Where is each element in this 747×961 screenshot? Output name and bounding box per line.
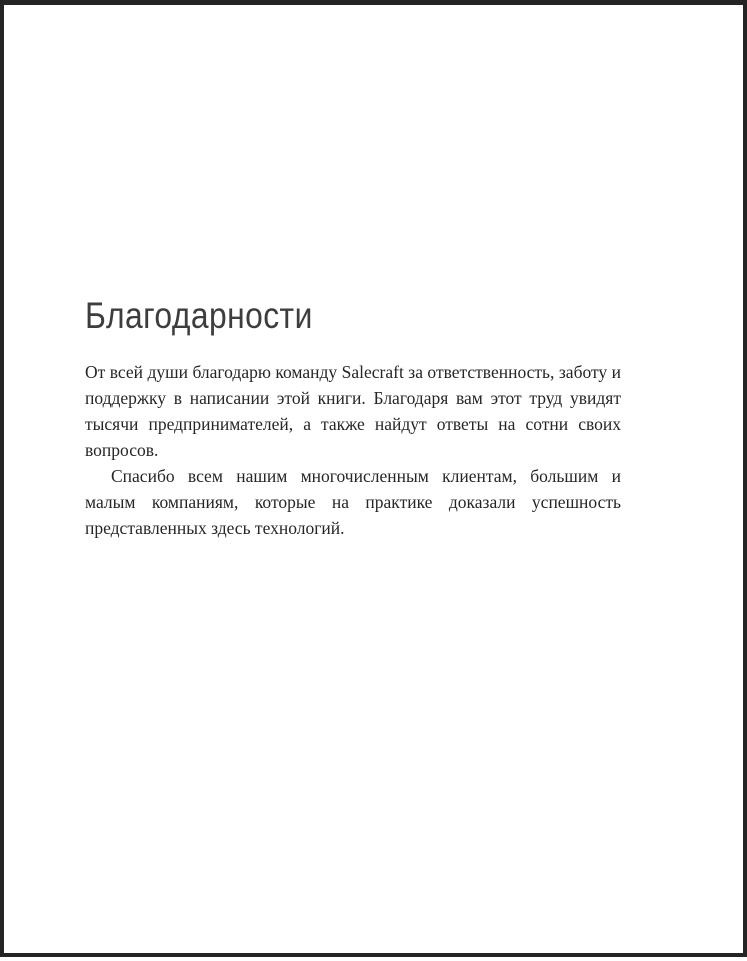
paragraph: Спасибо всем нашим многочисленным клиентам, большим и малым компаниям, которые на практике доказали успешность представленных здесь технологий. xyxy=(85,465,621,538)
page-content xyxy=(85,296,621,541)
chapter-body xyxy=(85,359,621,541)
chapter-title: Благодарности xyxy=(85,295,313,336)
paragraph: От всей души благодарю команду Salecraft за ответственность, заботу и поддержку в написании этой книги. Благодаря вам этот труд увидят тысячи предпринимателей, а также найдут ответы на сотни своих вопросов. xyxy=(85,361,621,460)
